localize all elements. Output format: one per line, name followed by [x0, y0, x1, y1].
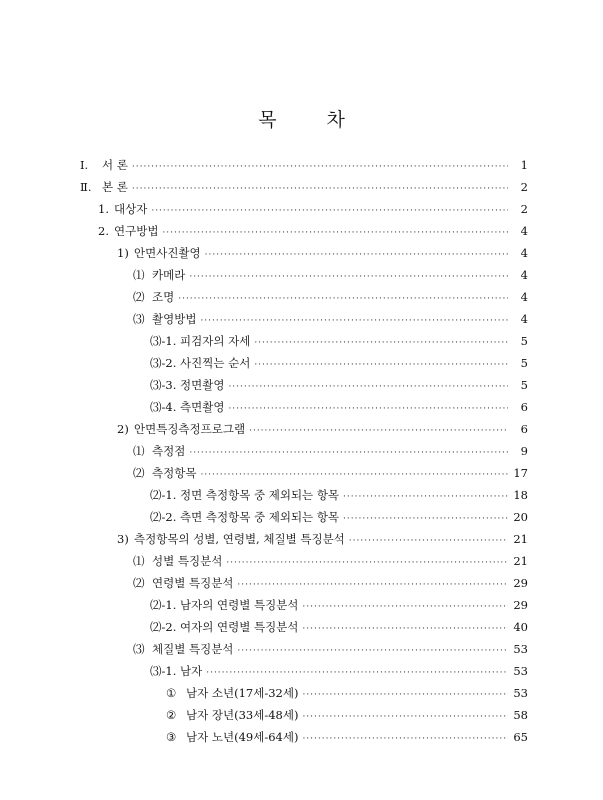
- leader-dots: [200, 316, 508, 326]
- leader-dots: [237, 646, 508, 656]
- entry-label: 정면 측정항목 중 제외되는 항목: [180, 488, 340, 502]
- entry-label: 안면사진촬영: [134, 246, 201, 260]
- leader-dots: [132, 162, 508, 172]
- toc-entry[interactable]: [166, 707, 528, 727]
- leader-dots: [189, 448, 508, 458]
- leader-dots: [162, 228, 508, 238]
- entry-page: 4: [520, 268, 528, 282]
- leader-dots: [228, 404, 508, 414]
- entry-page: 5: [520, 334, 528, 348]
- entry-page: 4: [520, 246, 528, 260]
- entry-page: 53: [513, 686, 528, 700]
- entry-page: 29: [513, 598, 528, 612]
- entry-number: ⑴: [133, 444, 145, 458]
- entry-page: 29: [513, 576, 528, 590]
- entry-page: 2: [520, 180, 528, 194]
- toc-entry[interactable]: [150, 663, 528, 683]
- entry-label: 본 론: [102, 180, 128, 194]
- entry-number: ⑶-2.: [150, 356, 177, 370]
- toc-entry[interactable]: [133, 641, 528, 661]
- toc-entry[interactable]: [133, 465, 528, 485]
- entry-page: 21: [513, 532, 528, 546]
- entry-number: 1): [117, 246, 129, 260]
- entry-label: 피검자의 자세: [180, 334, 251, 348]
- entry-page: 4: [520, 224, 528, 238]
- entry-number: 2.: [98, 224, 109, 238]
- toc-entry[interactable]: [117, 421, 528, 441]
- entry-page: 53: [513, 642, 528, 656]
- entry-number: ⑵: [133, 466, 145, 480]
- entry-page: 4: [520, 290, 528, 304]
- toc-entry[interactable]: [133, 289, 528, 309]
- entry-label: 정면촬영: [180, 378, 225, 392]
- entry-number: ③: [166, 730, 177, 744]
- leader-dots: [237, 580, 508, 590]
- leader-dots: [132, 184, 508, 194]
- toc-entry[interactable]: [150, 487, 528, 507]
- toc-entry[interactable]: [133, 575, 528, 595]
- leader-dots: [226, 558, 508, 568]
- toc-entry[interactable]: [133, 553, 528, 573]
- entry-number: ①: [166, 686, 177, 700]
- entry-number: ⑵: [133, 290, 145, 304]
- entry-number: ⑶-1.: [150, 664, 177, 678]
- entry-label: 카메라: [152, 268, 186, 282]
- toc-entry[interactable]: [98, 201, 528, 221]
- leader-dots: [254, 338, 508, 348]
- entry-label: 연구방법: [114, 224, 159, 238]
- entry-label: 측정점: [152, 444, 186, 458]
- toc-entry[interactable]: [150, 399, 528, 419]
- entry-label: 남자 장년(33세-48세): [186, 708, 299, 722]
- entry-number: ⑶: [133, 642, 145, 656]
- entry-page: 6: [520, 400, 528, 414]
- entry-number: ⑶-1.: [150, 334, 177, 348]
- entry-number: 3): [117, 532, 129, 546]
- toc-entry[interactable]: [80, 157, 528, 177]
- entry-number: ⑴: [133, 268, 145, 282]
- entry-number: ②: [166, 708, 177, 722]
- entry-page: 6: [520, 422, 528, 436]
- entry-number: 2): [117, 422, 129, 436]
- toc-entry[interactable]: [150, 377, 528, 397]
- toc-entry[interactable]: [80, 179, 528, 199]
- entry-page: 40: [513, 620, 528, 634]
- entry-page: 53: [513, 664, 528, 678]
- entry-label: 조명: [152, 290, 175, 304]
- entry-page: 18: [513, 488, 528, 502]
- leader-dots: [302, 712, 508, 722]
- leader-dots: [228, 382, 508, 392]
- entry-number: Ⅰ.: [80, 158, 89, 172]
- entry-number: Ⅱ.: [80, 180, 92, 194]
- toc-entry[interactable]: [133, 443, 528, 463]
- toc-entry[interactable]: [150, 597, 528, 617]
- entry-label: 사진찍는 순서: [180, 356, 251, 370]
- leader-dots: [302, 690, 508, 700]
- entry-label: 대상자: [114, 202, 148, 216]
- entry-page: 2: [520, 202, 528, 216]
- entry-label: 측정항목의 성별, 연령별, 체질별 특징분석: [134, 532, 345, 546]
- toc-entry[interactable]: [98, 223, 528, 243]
- entry-label: 서 론: [102, 158, 128, 172]
- entry-number: ⑶-4.: [150, 400, 177, 414]
- leader-dots: [302, 734, 508, 744]
- entry-label: 여자의 연령별 특징분석: [180, 620, 299, 634]
- leader-dots: [343, 514, 508, 524]
- entry-number: ⑵: [133, 576, 145, 590]
- leader-dots: [302, 602, 508, 612]
- leader-dots: [349, 536, 508, 546]
- entry-page: 58: [513, 708, 528, 722]
- toc-entry[interactable]: [133, 311, 528, 331]
- toc-entry[interactable]: [133, 267, 528, 287]
- entry-page: 17: [513, 466, 528, 480]
- entry-number: ⑵-1.: [150, 488, 177, 502]
- entry-label: 남자: [180, 664, 203, 678]
- entry-label: 성별 특징분석: [152, 554, 223, 568]
- entry-number: ⑶-3.: [150, 378, 177, 392]
- leader-dots: [254, 360, 508, 370]
- toc-entry[interactable]: [166, 685, 528, 705]
- entry-label: 측면촬영: [180, 400, 225, 414]
- toc-entry[interactable]: [150, 333, 528, 353]
- leader-dots: [302, 624, 508, 634]
- toc-entry[interactable]: [150, 619, 528, 639]
- entry-label: 안면특징측정프로그램: [134, 422, 246, 436]
- leader-dots: [151, 206, 508, 216]
- leader-dots: [200, 470, 508, 480]
- leader-dots: [189, 272, 508, 282]
- entry-number: 1.: [98, 202, 109, 216]
- entry-page: 1: [520, 158, 528, 172]
- entry-page: 9: [520, 444, 528, 458]
- entry-page: 20: [513, 510, 528, 524]
- entry-number: ⑵-2.: [150, 510, 177, 524]
- entry-page: 65: [513, 730, 528, 744]
- entry-label: 남자 소년(17세-32세): [186, 686, 299, 700]
- page-title: 목 차: [258, 109, 367, 131]
- entry-label: 남자 노년(49세-64세): [186, 730, 299, 744]
- leader-dots: [205, 250, 508, 260]
- toc-entry[interactable]: [117, 531, 528, 551]
- leader-dots: [343, 492, 508, 502]
- leader-dots: [206, 668, 508, 678]
- entry-page: 5: [520, 378, 528, 392]
- entry-label: 체질별 특징분석: [152, 642, 234, 656]
- entry-number: ⑶: [133, 312, 145, 326]
- toc-entry[interactable]: [117, 245, 528, 265]
- entry-label: 촬영방법: [152, 312, 197, 326]
- toc-entry[interactable]: [150, 355, 528, 375]
- entry-label: 연령별 특징분석: [152, 576, 234, 590]
- leader-dots: [249, 426, 508, 436]
- entry-page: 21: [513, 554, 528, 568]
- toc-entry[interactable]: [166, 729, 528, 749]
- leader-dots: [178, 294, 508, 304]
- entry-number: ⑵-1.: [150, 598, 177, 612]
- entry-label: 측정항목: [152, 466, 197, 480]
- entry-number: ⑵-2.: [150, 620, 177, 634]
- entry-label: 측면 측정항목 중 제외되는 항목: [180, 510, 340, 524]
- entry-page: 4: [520, 312, 528, 326]
- entry-page: 5: [520, 356, 528, 370]
- entry-number: ⑴: [133, 554, 145, 568]
- toc-entry[interactable]: [150, 509, 528, 529]
- entry-label: 남자의 연령별 특징분석: [180, 598, 299, 612]
